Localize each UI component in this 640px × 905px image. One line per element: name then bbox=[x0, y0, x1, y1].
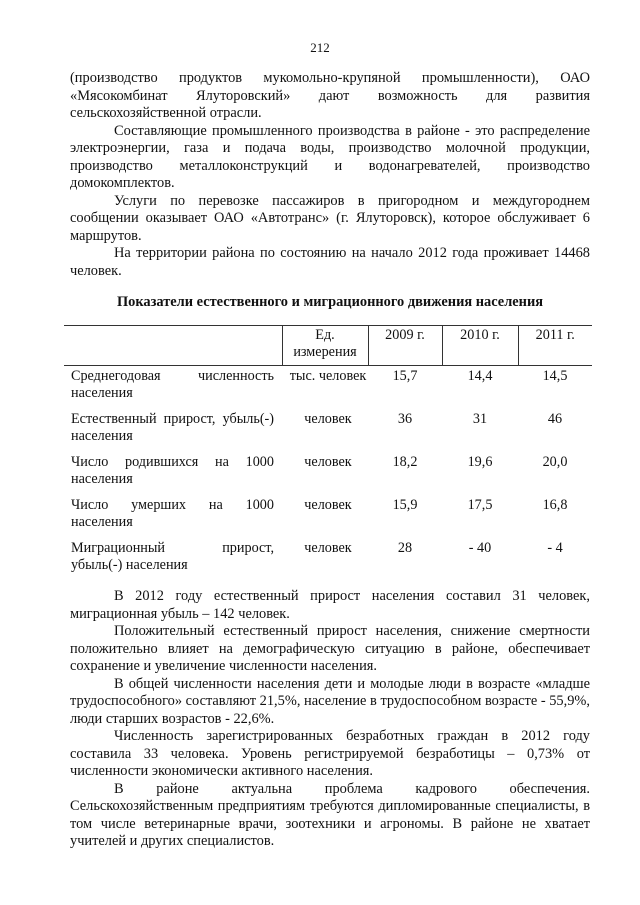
row-label: Среднегодовая численность населения bbox=[71, 368, 274, 401]
paragraph: Составляющие промышленного производства в районе - это распределение электроэнергии, газа и подача воды, производство молочной продукции, производство металлоконструкций и водонагревателей, производство домокомплектов. bbox=[70, 122, 590, 191]
value-2009: 28 bbox=[397, 540, 413, 556]
paragraph: Положительный естественный прирост населения, снижение смертности положительно влияет на демографическую ситуацию в районе, обеспечивает сохранение и увеличение численности населения. bbox=[70, 623, 590, 674]
value-2011: - 4 bbox=[547, 540, 563, 556]
row-unit: человек bbox=[304, 540, 352, 556]
paragraph: Численность зарегистрированных безработных граждан в 2012 году составила 33 человека. Уровень регистрируемой безработицы – 0,73% от численности экономически активного населения. bbox=[70, 728, 590, 779]
summary-text bbox=[70, 588, 590, 851]
row-label: Естественный прирост, убыль(-) населения bbox=[71, 411, 274, 444]
value-2009: 15,7 bbox=[392, 368, 418, 384]
value-2010: 19,6 bbox=[467, 454, 493, 470]
row-unit: человек bbox=[304, 497, 352, 513]
column-header-2009: 2009 г. bbox=[368, 326, 442, 366]
value-2009: 15,9 bbox=[392, 497, 418, 513]
intro-text bbox=[70, 70, 590, 280]
paragraph: Услуги по перевозке пассажиров в пригородном и междугороднем сообщении оказывает ОАО «Автотранс» (г. Ялуторовск), которое обслуживает 6 маршрутов. bbox=[70, 192, 590, 244]
table-title: Показатели естественного и миграционного движения населения bbox=[116, 294, 544, 310]
paragraph: В районе актуальна проблема кадрового обеспечения. Сельскохозяйственным предприятиям требуются дипломированные специалисты, в том числе ветеринарные врачи, зоотехники и агрономы. В районе не хватает учителей и других специалистов. bbox=[70, 780, 590, 849]
table-header-row bbox=[64, 326, 592, 366]
value-2009: 18,2 bbox=[392, 454, 418, 470]
table-row bbox=[64, 491, 592, 534]
column-header-label bbox=[64, 326, 282, 366]
paragraph: На территории района по состоянию на начало 2012 года проживает 14468 человек. bbox=[70, 245, 590, 279]
row-unit: тыс. человек bbox=[289, 368, 367, 384]
value-2010: 14,4 bbox=[467, 368, 493, 384]
value-2010: - 40 bbox=[468, 540, 492, 556]
row-label: Число родившихся на 1000 населения bbox=[71, 454, 274, 487]
value-2011: 16,8 bbox=[542, 497, 568, 513]
page-number: 212 bbox=[310, 40, 330, 55]
column-header-unit: Ед. измерения bbox=[282, 326, 368, 366]
row-label: Число умерших на 1000 населения bbox=[71, 497, 274, 530]
value-2011: 20,0 bbox=[542, 454, 568, 470]
value-2011: 46 bbox=[547, 411, 563, 427]
column-header-2010: 2010 г. bbox=[442, 326, 518, 366]
paragraph: В общей численности населения дети и молодые люди в возрасте «младше трудоспособного» составляют 21,5%, население в трудоспособном возрасте - 55,9%, люди старших возрастов - 22,6%. bbox=[70, 675, 590, 727]
table-row bbox=[64, 534, 592, 577]
table-row bbox=[64, 366, 592, 406]
value-2011: 14,5 bbox=[542, 368, 568, 384]
row-unit: человек bbox=[304, 411, 352, 427]
value-2009: 36 bbox=[397, 411, 413, 427]
row-label: Миграционный прирост, убыль(-) населения bbox=[71, 540, 274, 573]
population-table bbox=[64, 325, 592, 577]
table-row bbox=[64, 405, 592, 448]
paragraph: (производство продуктов мукомольно-крупяной промышленности), ОАО «Мясокомбинат Ялуторовский» дают возможность для развития сельскохозяйственной отрасли. bbox=[70, 70, 590, 121]
row-unit: человек bbox=[304, 454, 352, 470]
paragraph: В 2012 году естественный прирост населения составил 31 человек, миграционная убыль – 142 человек. bbox=[70, 588, 590, 622]
table-row bbox=[64, 448, 592, 491]
value-2010: 17,5 bbox=[467, 497, 493, 513]
value-2010: 31 bbox=[472, 411, 488, 427]
column-header-2011: 2011 г. bbox=[518, 326, 592, 366]
